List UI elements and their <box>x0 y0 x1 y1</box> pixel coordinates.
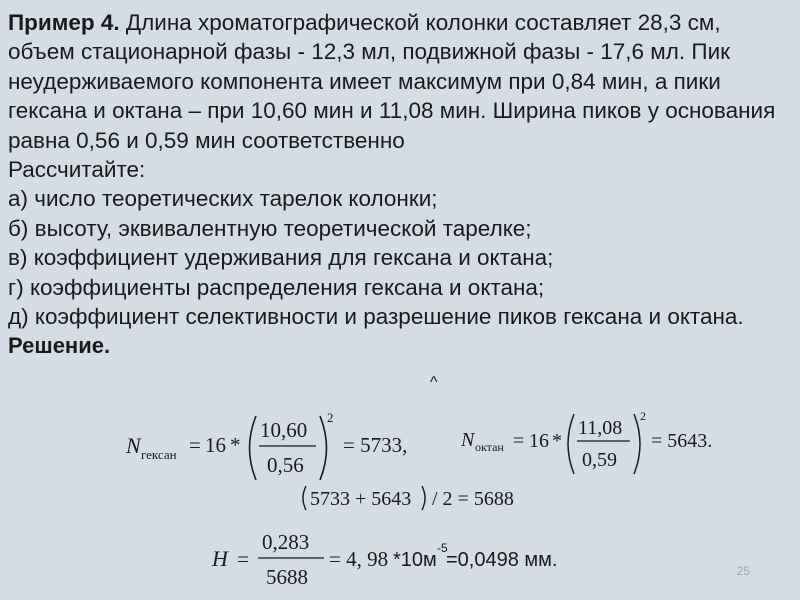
task-item-b: б) высоту, эквивалентную теоретической тарелке; <box>8 215 532 241</box>
task-item-v: в) коэффициент удерживания для гексана и октана; <box>8 245 554 271</box>
hexane-result: = 5733, <box>343 433 408 457</box>
page-number: 25 <box>736 564 750 578</box>
task-item-d: д) коэффициент селективности и разрешение пиков гексана и октана. <box>8 304 744 330</box>
formula-n-octane <box>460 409 712 474</box>
average-sum: 5733 + 5643 <box>310 488 412 510</box>
average-left-paren <box>303 486 306 510</box>
solution-label: Решение. <box>8 333 111 359</box>
height-final: =0,0498 мм. <box>446 549 558 571</box>
height-equals: = <box>237 547 249 571</box>
hexane-exponent: 2 <box>327 410 334 425</box>
task-item-a: а) число теоретических тарелок колонки; <box>8 186 438 212</box>
octane-left-paren <box>568 414 574 474</box>
formula-n-hexane <box>125 410 407 480</box>
hexane-right-paren <box>320 416 327 480</box>
formula-average <box>303 486 514 510</box>
height-exponent: -5 <box>437 541 448 555</box>
hexane-left-paren <box>250 416 257 480</box>
problem-body: Длина хроматографической колонки составляет 28,3 см, объем стационарной фазы - 12,3 мл, подвижной фазы - 17,6 мл. Пик неудерживаемого компонента имеет максимум при 0,84 мин, а пики гексана и октана – при 10,60 мин и 11,08 мин. Ширина пиков у основания равна 0,56 и 0,59 мин соответственно <box>8 10 776 153</box>
height-tail: *10м <box>393 549 437 571</box>
average-right-paren <box>422 486 425 510</box>
caret-mark: ^ <box>430 374 438 391</box>
problem-title: Пример 4. <box>8 10 120 35</box>
octane-numerator: 11,08 <box>578 417 623 439</box>
hexane-numerator: 10,60 <box>260 418 308 442</box>
octane-equals: = <box>513 430 525 452</box>
octane-operator: * <box>552 430 562 452</box>
octane-result: = 5643. <box>651 430 713 452</box>
height-symbol: H <box>212 546 228 571</box>
hexane-coefficient: 16 <box>205 433 226 457</box>
octane-exponent: 2 <box>640 409 646 423</box>
octane-symbol: N <box>461 429 475 451</box>
task-intro: Рассчитайте: <box>8 157 146 183</box>
task-item-g: г) коэффициенты распределения гексана и октана; <box>8 274 545 300</box>
height-denominator: 5688 <box>266 565 308 589</box>
height-numerator: 0,283 <box>262 530 310 554</box>
height-result: = 4, 98 <box>329 547 389 571</box>
hexane-operator: * <box>230 433 241 457</box>
hexane-denominator: 0,56 <box>267 453 304 477</box>
octane-denominator: 0,59 <box>582 449 617 471</box>
average-division: / 2 = 5688 <box>432 488 514 510</box>
hexane-symbol: N <box>126 433 141 458</box>
hexane-subscript: гексан <box>141 447 177 462</box>
octane-subscript: октан <box>475 440 504 454</box>
octane-coefficient: 16 <box>529 430 549 452</box>
octane-right-paren <box>634 414 640 474</box>
formula-height <box>211 530 557 589</box>
hexane-equals: = <box>189 433 201 457</box>
